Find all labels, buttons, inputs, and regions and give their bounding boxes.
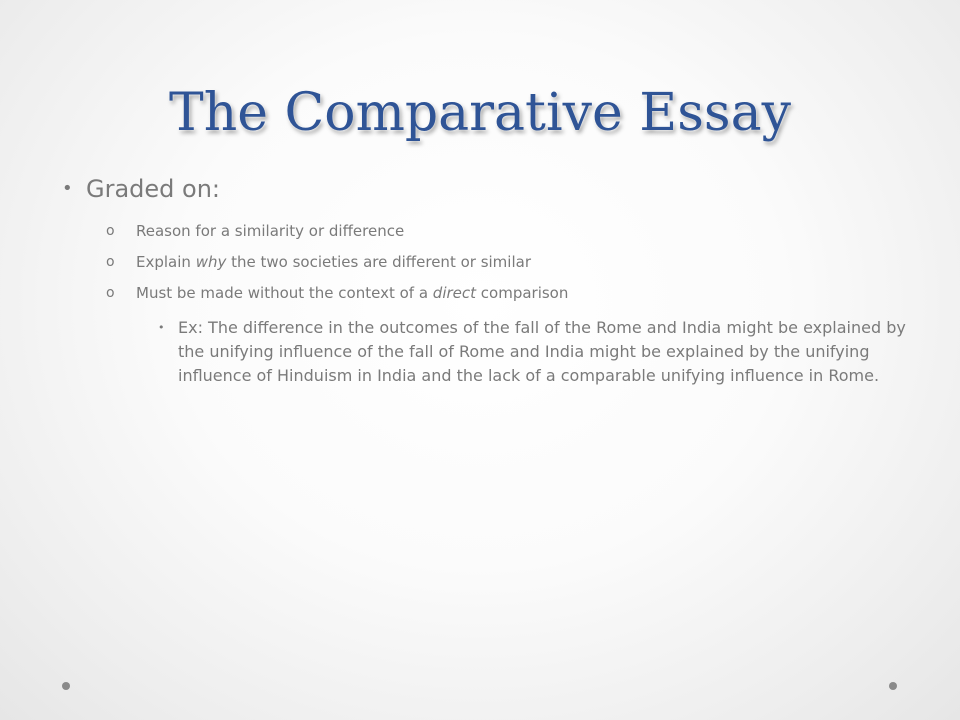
sub-bullet-marker-icon: o bbox=[106, 223, 115, 239]
sub-bullet-must bbox=[106, 283, 569, 303]
sub-bullet-explain bbox=[106, 252, 531, 272]
sub-bullet-emphasis: direct bbox=[432, 284, 477, 302]
bullet-text: Graded on: bbox=[86, 175, 221, 203]
corner-dot-left-icon bbox=[62, 682, 70, 690]
sub-bullet-reason bbox=[106, 221, 405, 241]
corner-dot-right-icon bbox=[889, 682, 897, 690]
example-bullet bbox=[158, 316, 918, 388]
bullet-graded-on bbox=[62, 172, 221, 206]
sub-bullet-text-post: comparison bbox=[476, 284, 569, 302]
sub-bullet-text: Reason for a similarity or difference bbox=[136, 222, 405, 240]
example-bullet-dot-icon: • bbox=[158, 321, 165, 334]
example-text: Ex: The difference in the outcomes of the fall of the Rome and India might be explained by the unifying influence of the fall of Rome and India might be explained by the unifying influence of Hinduism in India and the lack of a comparable unifying influence in Rome. bbox=[178, 318, 906, 385]
slide-title: The Comparative Essay bbox=[169, 83, 791, 143]
sub-bullet-marker-icon: o bbox=[106, 254, 115, 270]
bullet-dot-icon: • bbox=[62, 178, 73, 199]
sub-bullet-emphasis: why bbox=[195, 253, 227, 271]
sub-bullet-text-pre: Explain bbox=[136, 253, 196, 271]
sub-bullet-text-post: the two societies are different or similar bbox=[226, 253, 531, 271]
sub-bullet-text-pre: Must be made without the context of a bbox=[136, 284, 433, 302]
sub-bullet-marker-icon: o bbox=[106, 285, 115, 301]
